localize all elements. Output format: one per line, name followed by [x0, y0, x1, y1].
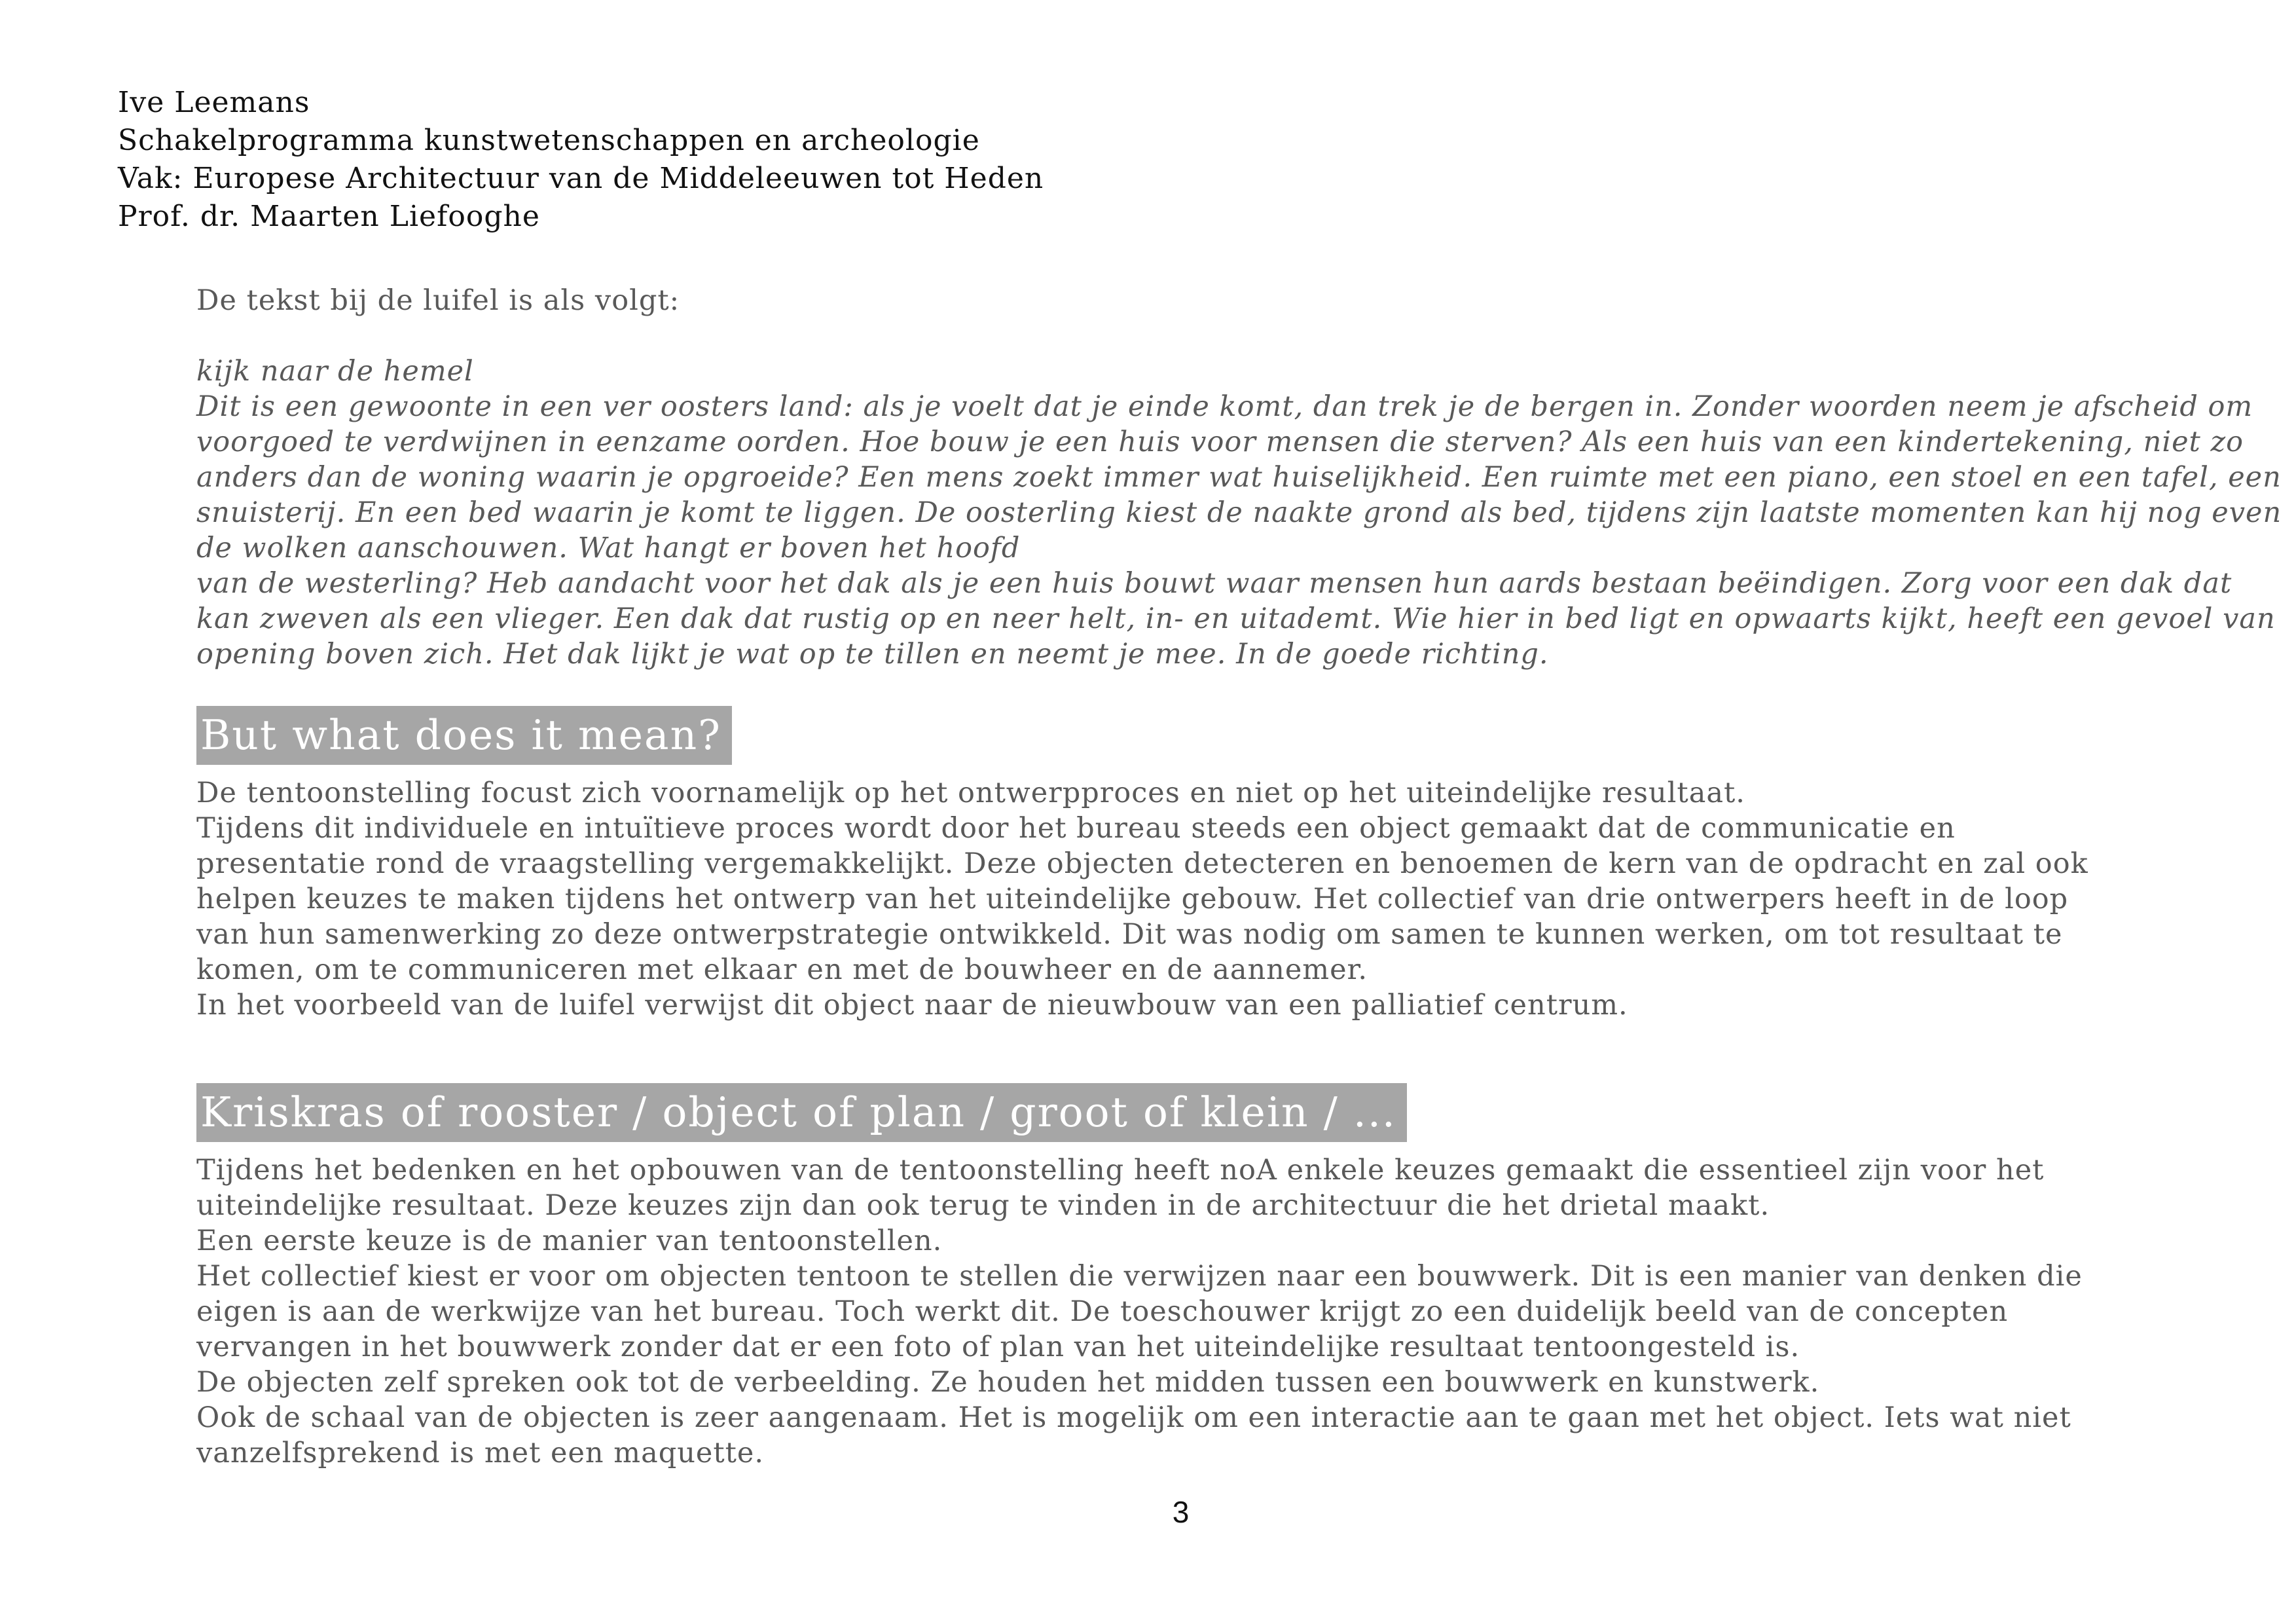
paragraph-line: presentatie rond de vraagstelling vergemakkelijkt. Deze objecten detecteren en benoemen de kern van de opdracht en zal ook — [196, 847, 2088, 880]
paragraph-line: van hun samenwerking zo deze ontwerpstrategie ontwikkeld. Dit was nodig om samen te kunnen werken, om tot resultaat te — [196, 918, 2063, 951]
intro-line: De tekst bij de luifel is als volgt: — [196, 284, 680, 317]
quote-line: de wolken aanschouwen. Wat hangt er boven het hoofd — [196, 532, 1021, 564]
section-2-heading — [196, 1083, 2278, 1142]
header-line: Ive Leemans — [118, 86, 310, 119]
paragraph-line: Tijdens het bedenken en het opbouwen van de tentoonstelling heeft noA enkele keuzes gemaakt die essentieel zijn voor het — [196, 1154, 2045, 1187]
paragraph-line: De objecten zelf spreken ook tot de verbeelding. Ze houden het midden tussen een bouwwerk en kunstwerk. — [196, 1366, 1820, 1399]
quote-line: anders dan de woning waarin je opgroeide? Een mens zoekt immer wat huiselijkheid. Een ruimte met een piano, een stoel en een tafel, een — [196, 461, 2282, 494]
paragraph-line: vervangen in het bouwwerk zonder dat er een foto of plan van het uiteindelijke resultaat tentoongesteld is. — [196, 1331, 1800, 1363]
quote-block — [196, 354, 2282, 672]
section-1-heading-highlight: But what does it mean? — [196, 706, 732, 765]
paragraph-line: Tijdens dit individuele en intuïtieve proces wordt door het bureau steeds een object gemaakt dat de communicatie en — [196, 812, 1956, 845]
quote-line: kan zweven als een vlieger. Een dak dat rustig op en neer helt, in- en uitademt. Wie hier in bed ligt en opwaarts kijkt, heeft een gevoel van — [196, 602, 2276, 635]
paragraph-line: Het collectief kiest er voor om objecten tentoon te stellen die verwijzen naar een bouwwerk. Dit is een manier van denken die — [196, 1260, 2083, 1293]
quote-line: van de westerling? Heb aandacht voor het dak als je een huis bouwt waar mensen hun aards bestaan beëindigen. Zorg voor een dak dat — [196, 567, 2232, 600]
document-header — [118, 84, 1044, 236]
paragraph-line: eigen is aan de werkwijze van het bureau. Toch werkt dit. De toeschouwer krijgt zo een duidelijk beeld van de concepten — [196, 1295, 2009, 1328]
paragraph-line: De tentoonstelling focust zich voornamelijk op het ontwerpproces en niet op het uiteindelijke resultaat. — [196, 777, 1745, 809]
header-line: Prof. dr. Maarten Liefooghe — [118, 200, 540, 233]
quote-line: kijk naar de hemel — [196, 355, 474, 388]
section-2-heading-highlight: Kriskras of rooster / object of plan / groot of klein / ... — [196, 1083, 1407, 1142]
paragraph-line: komen, om te communiceren met elkaar en met de bouwheer en de aannemer. — [196, 953, 1368, 986]
section-1-paragraph — [196, 775, 2278, 1023]
paragraph-line: uiteindelijke resultaat. Deze keuzes zijn dan ook terug te vinden in de architectuur die het drietal maakt. — [196, 1189, 1770, 1222]
section-2-paragraph — [196, 1153, 2278, 1471]
document-body — [196, 283, 2282, 1471]
quote-line: voorgoed te verdwijnen in eenzame oorden. Hoe bouw je een huis voor mensen die sterven? Als een huis van een kindertekening, niet zo — [196, 426, 2244, 458]
header-line: Vak: Europese Architectuur van de Middeleeuwen tot Heden — [118, 162, 1044, 195]
header-line: Schakelprogramma kunstwetenschappen en archeologie — [118, 124, 980, 157]
paragraph-line: Ook de schaal van de objecten is zeer aangenaam. Het is mogelijk om een interactie aan te gaan met het object. Iets wat niet — [196, 1401, 2071, 1434]
paragraph-line: vanzelfsprekend is met een maquette. — [196, 1437, 765, 1469]
quote-line: opening boven zich. Het dak lijkt je wat op te tillen en neemt je mee. In de goede richting. — [196, 638, 1549, 671]
quote-line: Dit is een gewoonte in een ver oosters land: als je voelt dat je einde komt, dan trek je de bergen in. Zonder woorden neem je afscheid om — [196, 390, 2253, 423]
section-1-heading — [196, 706, 2278, 765]
paragraph-line: Een eerste keuze is de manier van tentoonstellen. — [196, 1225, 943, 1257]
page-number: 3 — [1172, 1495, 1190, 1529]
paragraph-line: helpen keuzes te maken tijdens het ontwerp van het uiteindelijke gebouw. Het collectief van drie ontwerpers heeft in de loop — [196, 883, 2069, 915]
quote-line: snuisterij. En een bed waarin je komt te liggen. De oosterling kiest de naakte grond als bed, tijdens zijn laatste momenten kan hij nog even — [196, 496, 2282, 529]
paragraph-line: In het voorbeeld van de luifel verwijst dit object naar de nieuwbouw van een palliatief centrum. — [196, 989, 1628, 1022]
